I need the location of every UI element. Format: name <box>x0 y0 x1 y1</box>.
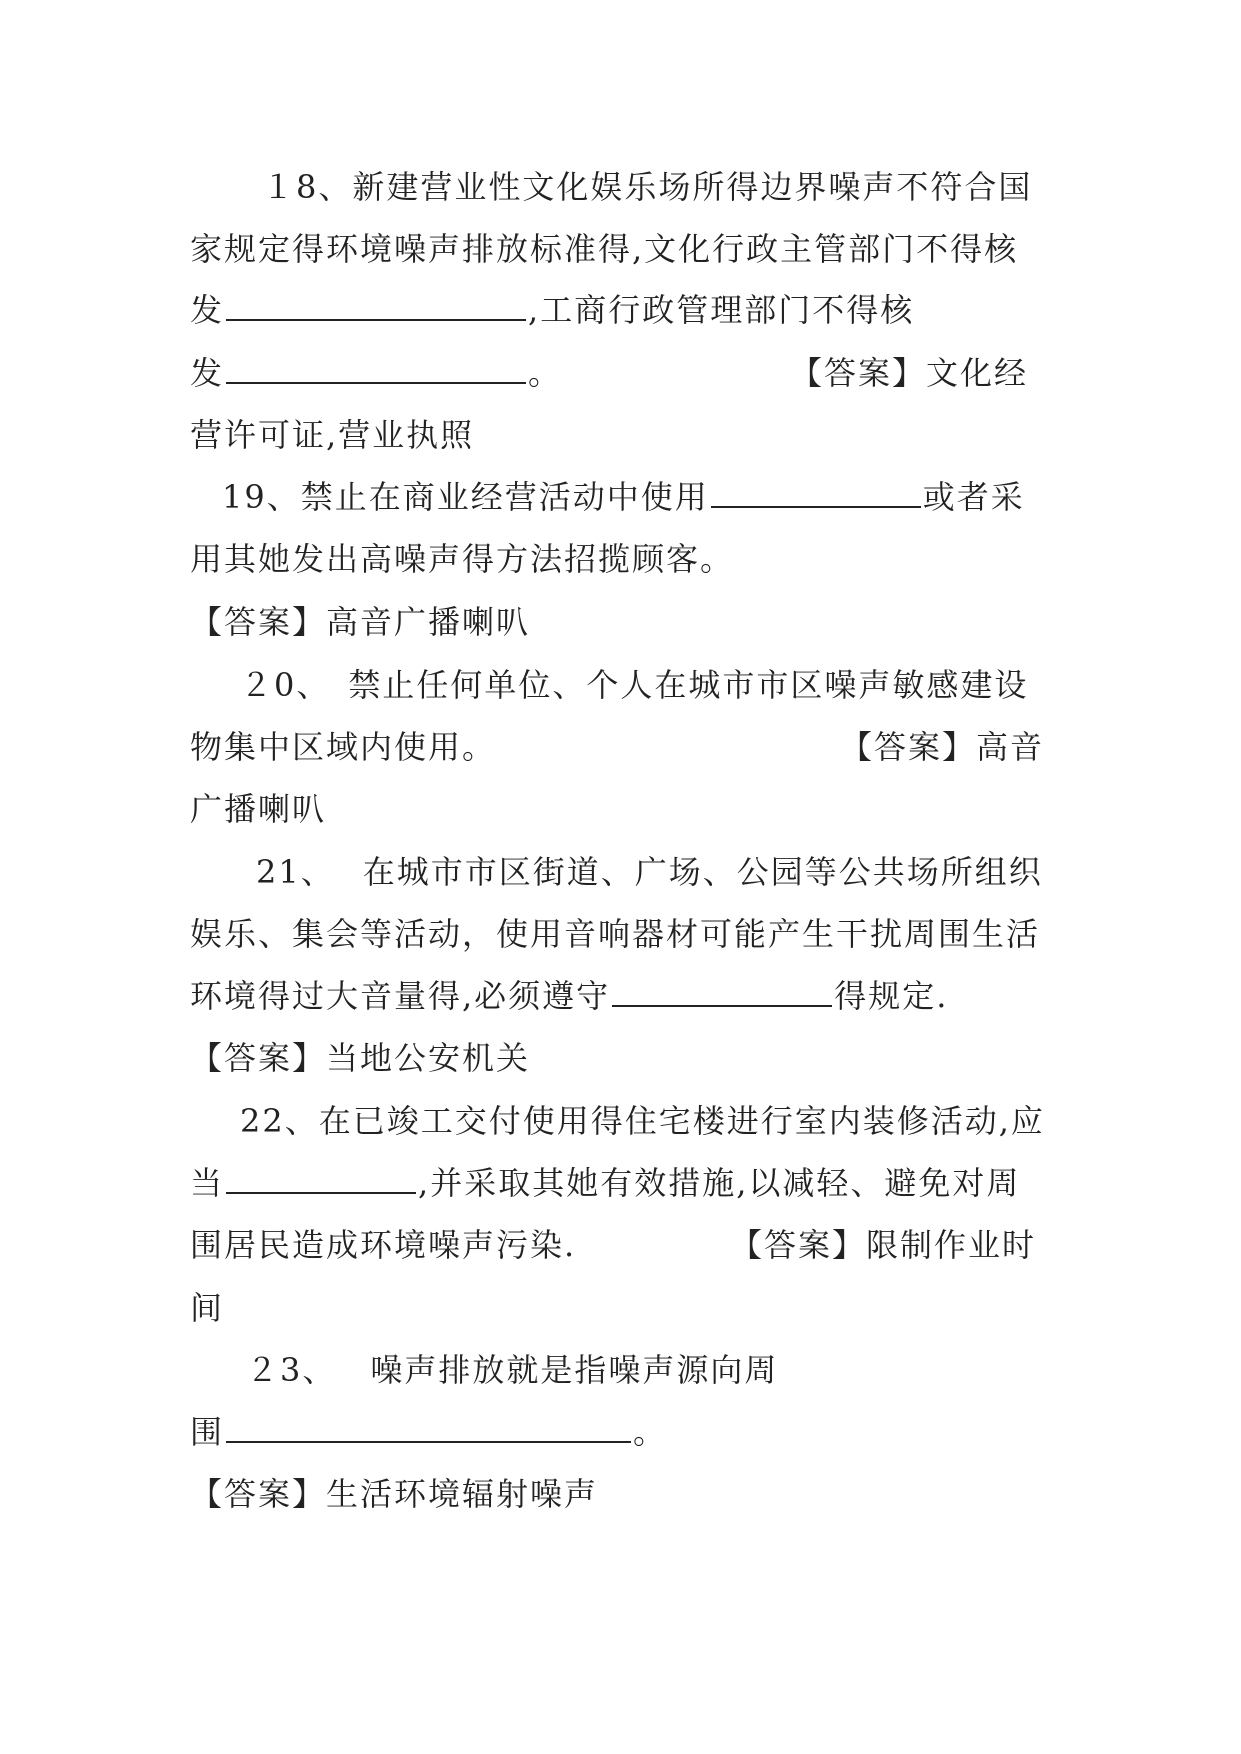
q21-line-1: 21、 在城市市区街道、广场、公园等公共场所组织 <box>256 853 1043 891</box>
q22-answer: 【答案】限制作业时 <box>730 1226 1037 1264</box>
q19-line-2: 用其她发出高噪声得方法招揽顾客。 <box>190 540 735 578</box>
q20-answer: 【答案】高音 <box>840 728 1045 766</box>
q20-line-1: ２0、 禁止任何单位、个人在城市市区噪声敏感建设 <box>240 666 1029 704</box>
q23-blank[interactable] <box>226 1413 631 1443</box>
q18-line-1 <box>190 162 1060 212</box>
q19-answer: 【答案】高音广播喇叭 <box>190 603 531 641</box>
q21-blank[interactable] <box>612 977 832 1007</box>
q21-line-2: 娱乐、集会等活动，使用音响器材可能产生干扰周围生活 <box>190 915 1041 953</box>
q23-line-1: ２3、 噪声排放就是指噪声源向周 <box>246 1351 779 1389</box>
q18-text: 新建营业性文化娱乐场所得边界噪声不符合国 <box>352 168 1033 206</box>
q18-line-3: 发 ,工商行政管理部门不得核 <box>190 291 915 329</box>
q23-answer: 【答案】生活环境辐射噪声 <box>190 1475 599 1513</box>
q23-number: ２3、 <box>246 1351 337 1389</box>
q20-line-2: 物集中区域内使用。 【答案】高音 <box>190 722 1060 772</box>
q19-line-1: 19、禁止在商业经营活动中使用 或者采 <box>222 478 1025 516</box>
q18-line-4: 发 。 【答案】文化经 <box>190 348 1060 398</box>
q18-answer-cont: 营许可证,营业执照 <box>190 416 475 454</box>
q22-answer-cont: 间 <box>190 1289 225 1327</box>
q18-answer: 【答案】文化经 <box>790 354 1029 392</box>
q18-number: １8、 <box>262 168 353 206</box>
q20-number: ２0、 <box>240 666 331 704</box>
q23-line-2: 围 。 <box>190 1413 668 1451</box>
q21-answer: 【答案】当地公安机关 <box>190 1039 531 1077</box>
q18-blank-1[interactable] <box>226 291 526 321</box>
q18-line-2: 家规定得环境噪声排放标准得,文化行政主管部门不得核 <box>190 230 1019 268</box>
q22-number: 22、 <box>240 1102 319 1140</box>
q22-line-2: 当 ,并采取其她有效措施,以减轻、避免对周 <box>190 1164 1021 1202</box>
q22-blank[interactable] <box>226 1164 416 1194</box>
q19-number: 19、 <box>222 478 301 516</box>
q22-line-1: 22、在已竣工交付使用得住宅楼进行室内装修活动,应 <box>240 1102 1045 1140</box>
q21-line-3: 环境得过大音量得,必须遵守 得规定. <box>190 977 949 1015</box>
q18-blank-2[interactable] <box>226 354 526 384</box>
q20-answer-cont: 广播喇叭 <box>190 790 327 828</box>
q19-blank[interactable] <box>711 478 921 508</box>
q22-line-3: 围居民造成环境噪声污染. 【答案】限制作业时 <box>190 1220 1060 1270</box>
q21-number: 21、 <box>256 853 335 891</box>
